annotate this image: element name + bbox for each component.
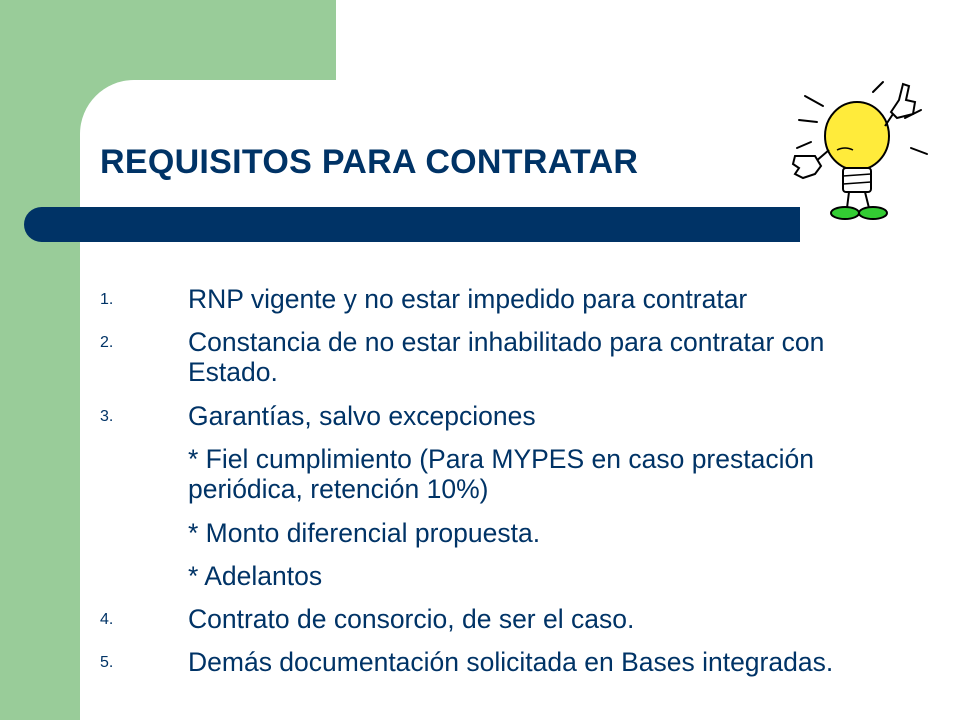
list-number: 2.: [100, 334, 114, 351]
slide-title: REQUISITOS PARA CONTRATAR: [100, 143, 639, 181]
list-item: Constancia de no estar inhabilitado para contratar con Estado.: [188, 327, 825, 387]
list-item: Garantías, salvo excepciones: [188, 401, 536, 431]
list-number: 3.: [100, 408, 114, 425]
sub-item: * Fiel cumplimiento (Para MYPES en caso prestación periódica, retención 10%): [188, 444, 814, 504]
sub-item: * Adelantos: [188, 561, 323, 591]
sub-item: * Monto diferencial propuesta.: [188, 518, 541, 548]
list-number: 4.: [100, 611, 114, 628]
list-item: Demás documentación solicitada en Bases integradas.: [188, 647, 834, 677]
list-number: 5.: [100, 654, 114, 671]
list-number: 1.: [100, 291, 114, 308]
list-item: Contrato de consorcio, de ser el caso.: [188, 604, 635, 634]
list-item: RNP vigente y no estar impedido para contratar: [188, 284, 748, 314]
